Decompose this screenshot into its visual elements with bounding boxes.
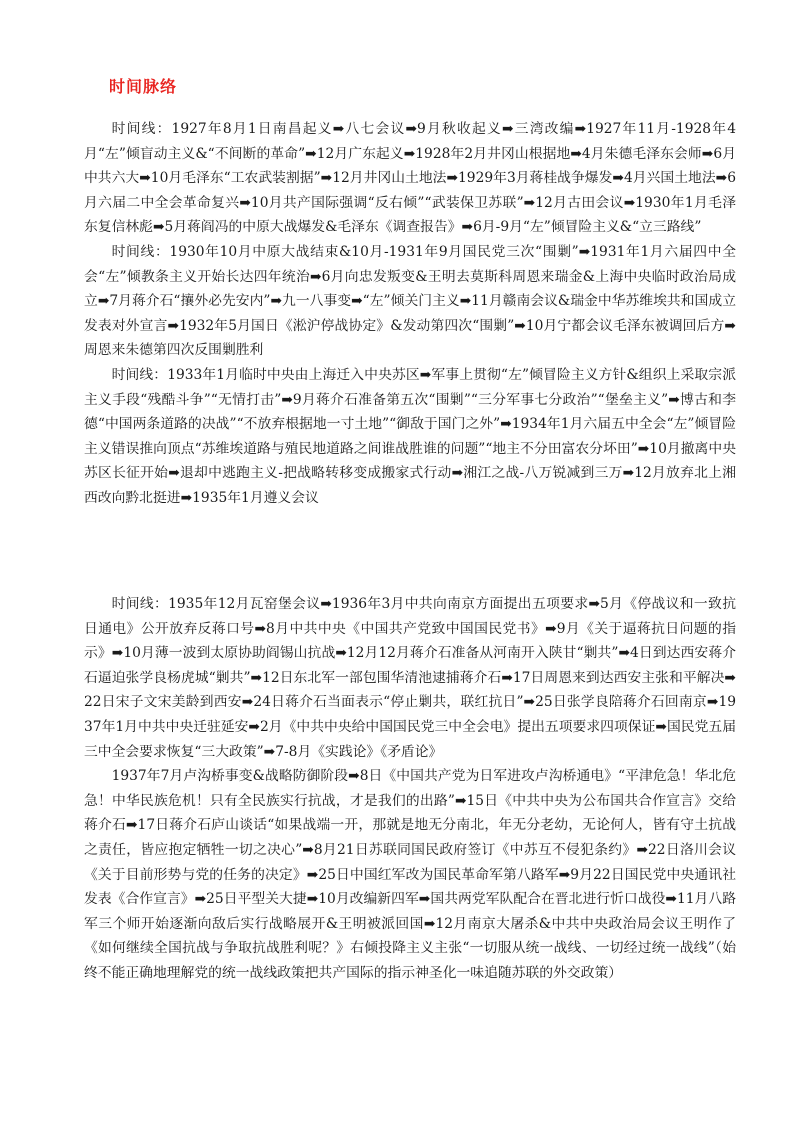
section-title: 时间脉络 xyxy=(109,77,178,96)
timeline-paragraph: 时间线：1927年8月1日南昌起义➡八七会议➡9月秋收起义➡三湾改编➡1927年11月-1928年4月“左”倾盲动主义&“不间断的革命”➡12月广东起义➡1928年2月井冈山根据地➡4月朱德毛泽东会师➡6月中共六大➡10月毛泽东“工农武装割据”➡12月井冈山土地法➡1929年3月蒋桂战争爆发➡4月兴国土地法➡6月六届二中全会革命复兴➡10月共产国际强调“反右倾”“武装保卫苏联”➡12月古田会议➡1930年1月毛泽东复信林彪➡5月蒋阎冯的中原大战爆发&毛泽东《调查报告》➡6月-9月“左”倾冒险主义&“立三路线” xyxy=(84,121,736,236)
timeline-paragraph: 时间线：1933年1月临时中央由上海迁入中央苏区➡军事上贯彻“左”倾冒险主义方针&组织上采取宗派主义手段“残酷斗争”“无情打击”➡9月蒋介石准备第五次“围剿”“三分军事七分政治”“堡垒主义”➡博古和李德“中国两条道路的决战”“不放弃根据地一寸土地”“御敌于国门之外”➡1934年1月六届五中全会“左”倾冒险主义错误推向顶点“苏维埃道路与殖民地道路之间谁战胜谁的问题”“地主不分田富农分坏田”➡10月撤离中央苏区长征开始➡退却中逃跑主义-把战略转移变成搬家式行动➡湘江之战-八万锐减到三万➡12月放弃北上湘西改向黔北挺进➡1935年1月遵义会议 xyxy=(84,366,736,506)
timeline-block-1 xyxy=(84,117,736,511)
timeline-paragraph: 时间线：1935年12月瓦窑堡会议➡1936年3月中共向南京方面提出五项要求➡5月《停战议和一致抗日通电》公开放弃反蒋口号➡8月中共中央《中国共产党致中国国民党书》➡9月《关于逼蒋抗日问题的指示》➡10月薄一波到太原协助阎锡山抗战➡12月12月蒋介石准备从河南开入陕甘“剿共”➡4日到达西安蒋介石逼迫张学良杨虎城“剿共”➡12日东北军一部包围华清池逮捕蒋介石➡17日周恩来到达西安主张和平解决➡22日宋子文宋美龄到西安➡24日蒋介石当面表示“停止剿共，联红抗日”➡25日张学良陪蒋介石回南京➡1937年1月中共中央迁驻延安➡2月《中共中央给中国国民党三中全会电》提出五项要求四项保证➡国民党五届三中全会要求恢复“三大政策”➡7-8月《实践论》《矛盾论》 xyxy=(84,596,736,760)
timeline-paragraph: 1937年7月卢沟桥事变&战略防御阶段➡8日《中国共产党为日军进攻卢沟桥通电》“平津危急！华北危急！中华民族危机！只有全民族实行抗战，才是我们的出路”➡15日《中共中央为公布国共合作宣言》交给蒋介石➡17日蒋介石庐山谈话“如果战端一开，那就是地无分南北，年无分老幼，无论何人，皆有守土抗战之责任，皆应抱定牺牲一切之决心”➡8月21日苏联同国民政府签订《中苏互不侵犯条约》➡22日洛川会议《关于目前形势与党的任务的决定》➡25日中国红军改为国民革命军第八路军➡9月22日国民党中央通讯社发表《合作宣言》➡25日平型关大捷➡10月改编新四军➡国共两党军队配合在晋北进行忻口战役➡11月八路军三个师开始逐渐向敌后实行战略展开&王明被派回国➡12月南京大屠杀&中共中央政治局会议王明作了《如何继续全国抗战与争取抗战胜利呢？》右倾投降主义主张“一切服从统一战线、一切经过统一战线”（始终不能正确地理解党的统一战线政策把共产国际的指示神圣化一味追随苏联的外交政策） xyxy=(84,768,736,981)
timeline-block-2 xyxy=(84,592,736,986)
timeline-paragraph: 时间线：1930年10月中原大战结束&10月-1931年9月国民党三次“围剿”➡1931年1月六届四中全会“左”倾教条主义开始长达四年统治➡6月向忠发叛变&王明去莫斯科周恩来瑞金&上海中央临时政治局成立➡7月蒋介石“攘外必先安内”➡九一八事变➡“左”倾关门主义➡11月赣南会议&瑞金中华苏维埃共和国成立发表对外宣言➡1932年5月国日《淞沪停战协定》&发动第四次“围剿”➡10月宁都会议毛泽东被调回后方➡周恩来朱德第四次反围剿胜利 xyxy=(84,243,736,359)
